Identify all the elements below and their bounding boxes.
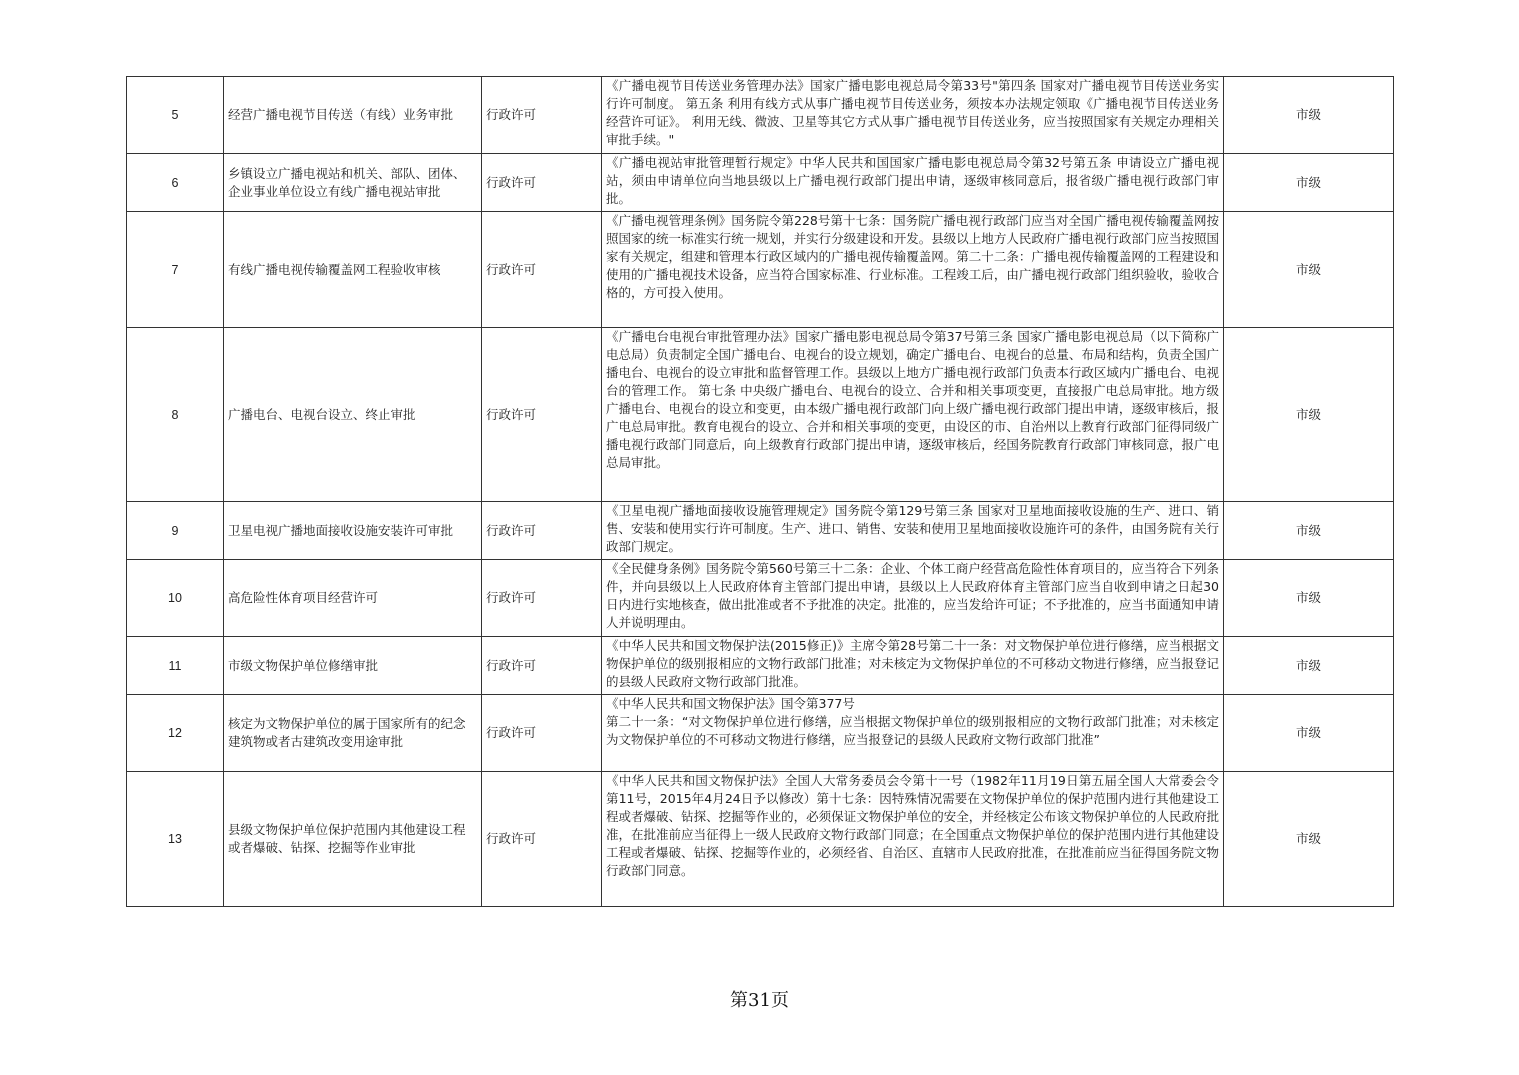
item-category: 行政许可 (482, 212, 602, 328)
row-number: 12 (127, 695, 224, 772)
table-row (127, 212, 1394, 328)
legal-basis (602, 695, 1224, 772)
item-name: 县级文物保护单位保护范围内其他建设工程或者爆破、钻探、挖掘等作业审批 (224, 772, 482, 907)
item-category: 行政许可 (482, 154, 602, 212)
table-row (127, 77, 1394, 154)
row-number: 7 (127, 212, 224, 328)
legal-basis-text: 《广播电视管理条例》国务院令第228号第十七条：国务院广播电视行政部门应当对全国广播电视传输覆盖网按照国家的统一标准实行统一规划，并实行分级建设和开发。县级以上地方人民政府广播电视行政部门应当按照国家有关规定，组建和管理本行政区域内的广播电视传输覆盖网。第二十二条：广播电视传输覆盖网的工程建设和使用的广播电视技术设备，应当符合国家标准、行业标准。工程竣工后，由广播电视行政部门组织验收，验收合格的，方可投入使用。 (606, 213, 1219, 300)
jurisdiction-level: 市级 (1224, 77, 1394, 154)
legal-basis (602, 328, 1224, 502)
legal-basis (602, 77, 1224, 154)
legal-basis-text: 《广播电视节目传送业务管理办法》国家广播电影电视总局令第33号"第四条 国家对广播电视节目传送业务实行许可制度。 第五条 利用有线方式从事广播电视节目传送业务，须按本办法规定领取《广播电视节目传送业务经营许可证》。 利用无线、微波、卫星等其它方式从事广播电视节目传送业务，应当按照国家有关规定办理相关审批手续。" (606, 78, 1219, 147)
legal-basis (602, 560, 1224, 637)
legal-basis-article: 第二十一条：“对文物保护单位进行修缮，应当根据文物保护单位的级别报相应的文物行政部门批准；对未核定为文物保护单位的不可移动文物进行修缮，应当报登记的县级人民政府文物行政部门批准” (606, 714, 1219, 747)
legal-basis (602, 772, 1224, 907)
item-name: 高危险性体育项目经营许可 (224, 560, 482, 637)
table-row (127, 695, 1394, 772)
jurisdiction-level: 市级 (1224, 695, 1394, 772)
item-name: 广播电台、电视台设立、终止审批 (224, 328, 482, 502)
item-category: 行政许可 (482, 695, 602, 772)
legal-basis-text: 《中华人民共和国文物保护法(2015修正)》主席令第28号第二十一条：对文物保护单位进行修缮，应当根据文物保护单位的级别报相应的文物行政部门批准；对未核定为文物保护单位的不可移动文物进行修缮，应当报登记的县级人民政府文物行政部门批准。 (606, 638, 1219, 689)
table-row (127, 772, 1394, 907)
row-number: 9 (127, 502, 224, 560)
legal-basis (602, 212, 1224, 328)
row-number: 10 (127, 560, 224, 637)
item-name: 乡镇设立广播电视站和机关、部队、团体、企业事业单位设立有线广播电视站审批 (224, 154, 482, 212)
row-number: 6 (127, 154, 224, 212)
table-row (127, 154, 1394, 212)
row-number: 8 (127, 328, 224, 502)
item-category: 行政许可 (482, 772, 602, 907)
table-row (127, 328, 1394, 502)
table-row (127, 637, 1394, 695)
legal-basis-text: 《中华人民共和国文物保护法》全国人大常务委员会令第十一号（1982年11月19日第五届全国人大常委会令第11号，2015年4月24日予以修改）第十七条：因特殊情况需要在文物保护单位的保护范围内进行其他建设工程或者爆破、钻探、挖掘等作业的，必须保证文物保护单位的安全，并经核定公布该文物保护单位的人民政府批准，在批准前应当征得上一级人民政府文物行政部门同意；在全国重点文物保护单位的保护范围内进行其他建设工程或者爆破、钻探、挖掘等作业的，必须经省、自治区、直辖市人民政府批准，在批准前应当征得国务院文物行政部门同意。 (606, 773, 1219, 878)
item-name: 经营广播电视节目传送（有线）业务审批 (224, 77, 482, 154)
legal-basis-text: 《广播电视站审批管理暂行规定》中华人民共和国国家广播电影电视总局令第32号第五条 申请设立广播电视站，须由申请单位向当地县级以上广播电视行政部门提出申请，逐级审核同意后，报省级广播电视行政部门审批。 (606, 155, 1219, 206)
legal-basis-text: 《卫星电视广播地面接收设施管理规定》国务院令第129号第三条 国家对卫星地面接收设施的生产、进口、销售、安装和使用实行许可制度。生产、进口、销售、安装和使用卫星地面接收设施许可的条件，由国务院有关行政部门规定。 (606, 503, 1219, 554)
jurisdiction-level: 市级 (1224, 502, 1394, 560)
item-category: 行政许可 (482, 502, 602, 560)
item-name: 卫星电视广播地面接收设施安装许可审批 (224, 502, 482, 560)
item-category: 行政许可 (482, 77, 602, 154)
jurisdiction-level: 市级 (1224, 154, 1394, 212)
jurisdiction-level: 市级 (1224, 772, 1394, 907)
item-name: 核定为文物保护单位的属于国家所有的纪念建筑物或者古建筑改变用途审批 (224, 695, 482, 772)
legal-basis-text (606, 695, 1219, 771)
jurisdiction-level: 市级 (1224, 637, 1394, 695)
jurisdiction-level: 市级 (1224, 328, 1394, 502)
legal-basis-title: 《中华人民共和国文物保护法》国令第377号 (606, 696, 855, 711)
jurisdiction-level: 市级 (1224, 560, 1394, 637)
power-list-table (126, 76, 1394, 907)
item-category: 行政许可 (482, 560, 602, 637)
item-name: 市级文物保护单位修缮审批 (224, 637, 482, 695)
item-name: 有线广播电视传输覆盖网工程验收审核 (224, 212, 482, 328)
legal-basis (602, 154, 1224, 212)
row-number: 5 (127, 77, 224, 154)
jurisdiction-level: 市级 (1224, 212, 1394, 328)
item-category: 行政许可 (482, 637, 602, 695)
table-row (127, 560, 1394, 637)
legal-basis (602, 637, 1224, 695)
page-number: 第31页 (730, 990, 789, 1011)
legal-basis-text: 《广播电台电视台审批管理办法》国家广播电影电视总局令第37号第三条 国家广播电影电视总局（以下简称广电总局）负责制定全国广播电台、电视台的设立规划，确定广播电台、电视台的总量、布局和结构，负责全国广播电台、电视台的设立审批和监督管理工作。县级以上地方广播电视行政部门负责本行政区域内广播电台、电视台的管理工作。 第七条 中央级广播电台、电视台的设立、合并和相关事项变更，直接报广电总局审批。地方级广播电台、电视台的设立和变更，由本级广播电视行政部门向上级广播电视行政部门提出申请，逐级审核后，报广电总局审批。教育电视台的设立、合并和相关事项的变更，由设区的市、自治州以上教育行政部门征得同级广播电视行政部门同意后，向上级教育行政部门提出申请，逐级审核后，经国务院教育行政部门审核同意，报广电总局审批。 (606, 329, 1219, 470)
legal-basis-text: 《全民健身条例》国务院令第560号第三十二条：企业、个体工商户经营高危险性体育项目的，应当符合下列条件，并向县级以上人民政府体育主管部门提出申请，县级以上人民政府体育主管部门应当自收到申请之日起30日内进行实地核查，做出批准或者不予批准的决定。批准的，应当发给许可证；不予批准的，应当书面通知申请人并说明理由。 (606, 561, 1219, 630)
legal-basis (602, 502, 1224, 560)
item-category: 行政许可 (482, 328, 602, 502)
row-number: 11 (127, 637, 224, 695)
table-row (127, 502, 1394, 560)
row-number: 13 (127, 772, 224, 907)
